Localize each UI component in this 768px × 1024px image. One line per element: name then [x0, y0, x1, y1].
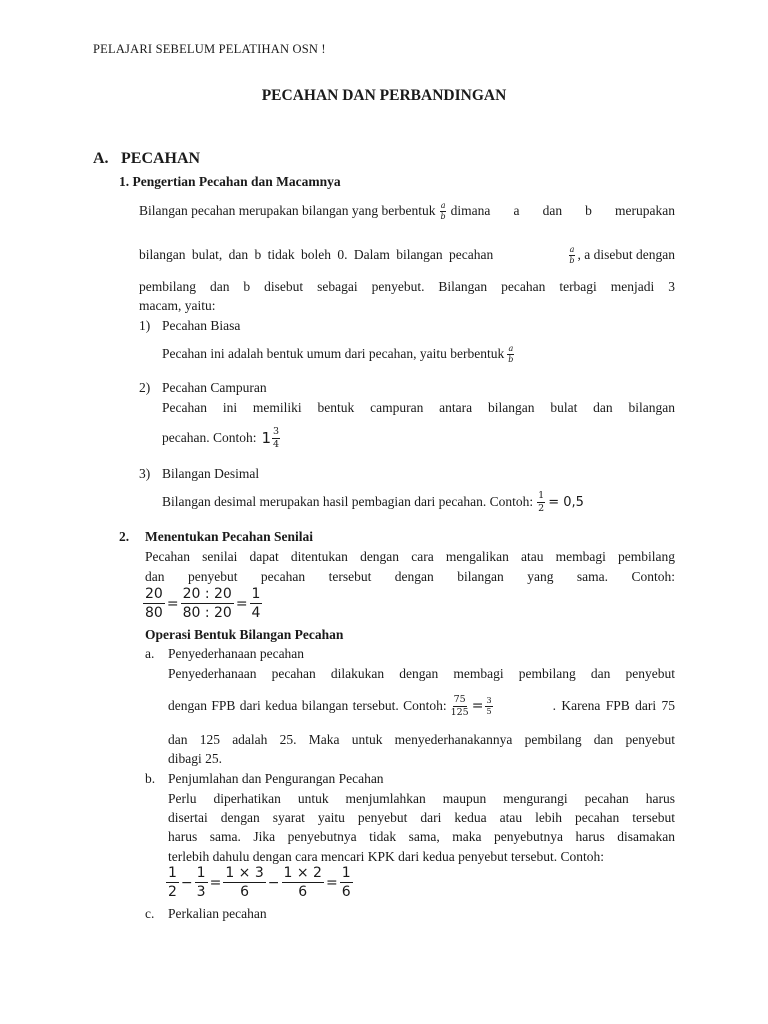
sub1-para-line3: pembilang dan b disebut sebagai penyebut. Bilangan pecahan terbagi menjadi 3 — [139, 279, 675, 294]
equals-sign: = — [166, 595, 179, 612]
type-2-title: Pecahan Campuran — [162, 380, 267, 395]
fraction-numerator: 20 — [145, 586, 163, 602]
equivalent-fraction-example — [143, 587, 262, 620]
fraction-numerator: 1 — [168, 865, 177, 881]
fraction-numerator: 20 : 20 — [182, 586, 232, 602]
type-2-desc-line1: Pecahan ini memiliki bentuk campuran antara bilangan bulat dan bilangan — [162, 400, 675, 415]
fraction-1-4 — [250, 587, 263, 620]
document-title: PECAHAN DAN PERBANDINGAN — [261, 87, 507, 104]
sub1-heading — [119, 174, 341, 190]
fraction-20-80 — [143, 587, 165, 620]
fraction-denominator: b — [569, 255, 575, 265]
type-1-desc — [162, 336, 514, 372]
fraction-denominator: 2 — [538, 502, 545, 514]
fraction-denominator: 5 — [486, 706, 492, 716]
sub2-number: 2. — [119, 529, 130, 544]
decimal-example-fraction — [537, 491, 545, 513]
sub1-p2-after: , a disebut dengan — [577, 247, 675, 262]
fraction-3-5 — [485, 697, 492, 716]
fraction-numerator: 1 — [196, 865, 206, 881]
fraction-numerator: 3 — [486, 695, 492, 705]
sub1-para-line1 — [139, 194, 675, 228]
type-1-desc-text: Pecahan ini adalah bentuk umum dari pecahan, yaitu berbentuk — [162, 346, 505, 361]
op-c-title: Perkalian pecahan — [168, 906, 267, 921]
op-a-line4: dibagi 25. — [168, 751, 222, 766]
equals-sign: = — [325, 874, 338, 891]
sub1-title: Pengertian Pecahan dan Macamnya — [132, 174, 341, 189]
fraction-1x3-6 — [223, 866, 265, 899]
fraction-a-over-b — [568, 246, 575, 265]
op-a-title: Penyederhanaan pecahan — [168, 646, 305, 661]
op-b-line1: Perlu diperhatikan untuk menjumlahkan maupun mengurangi pecahan harus — [168, 791, 675, 806]
fraction-denominator: 6 — [341, 884, 351, 900]
op-a-line1: Penyederhanaan pecahan dilakukan dengan membagi pembilang dan penyebut — [168, 666, 675, 681]
op-a-line3: dan 125 adalah 25. Maka untuk menyederhanakannya pembilang dan penyebut — [168, 732, 675, 747]
sub2-title: Menentukan Pecahan Senilai — [145, 529, 314, 544]
section-a-heading — [93, 150, 200, 168]
type-3-desc — [162, 484, 584, 520]
fraction-numerator: 1 — [538, 490, 545, 501]
sub1-number: 1. — [119, 174, 130, 189]
fraction-denominator: 2 — [168, 884, 177, 900]
header-note: PELAJARI SEBELUM PELATIHAN OSN ! — [93, 42, 326, 56]
fraction-denominator: b — [440, 211, 446, 221]
fraction-75-125 — [450, 695, 470, 717]
fraction-a-over-b — [440, 202, 447, 221]
sub1-p1-before: Bilangan pecahan merupakan bilangan yang berbentuk — [139, 203, 436, 218]
fraction-numerator: a — [440, 200, 446, 210]
section-a-title: PECAHAN — [121, 150, 201, 167]
fraction-1-3 — [195, 866, 208, 899]
fraction-denominator: 80 : 20 — [182, 605, 232, 621]
fraction-denominator: 4 — [251, 605, 261, 621]
fraction-numerator: 3 — [273, 426, 280, 437]
fraction-denominator: 6 — [240, 884, 249, 900]
type-1-title: Pecahan Biasa — [162, 318, 241, 333]
op-b-title: Penjumlahan dan Pengurangan Pecahan — [168, 771, 384, 786]
sub2-line1: Pecahan senilai dapat ditentukan dengan cara mengalikan atau membagi pembilang — [145, 549, 675, 564]
fraction-denominator: 80 — [145, 605, 163, 621]
fraction-numerator: a — [508, 343, 514, 353]
fraction-numerator: 1 — [341, 865, 351, 881]
op-b-letter: b. — [145, 771, 156, 786]
type-1-number: 1) — [139, 318, 151, 333]
fraction-1x2-6 — [282, 866, 324, 899]
fraction-numerator: 1 × 2 — [283, 865, 322, 881]
minus-sign: − — [267, 874, 280, 891]
section-a-number: A. — [93, 150, 109, 167]
type-3-title: Bilangan Desimal — [162, 466, 260, 481]
op-a-letter: a. — [145, 646, 155, 661]
fraction-denominator: 125 — [450, 706, 469, 718]
type-3-number: 3) — [139, 466, 151, 481]
op-a-line2-after: . Karena FPB dari 75 — [552, 698, 675, 713]
op-b-line2: disertai dengan syarat yaitu penyebut dari kedua atau lebih pecahan tersebut — [168, 810, 675, 825]
op-a-line2-before: dengan FPB dari kedua bilangan tersebut. Contoh: — [168, 698, 447, 713]
type-3-desc-text: Bilangan desimal merupakan hasil pembagian dari pecahan. Contoh: — [162, 494, 534, 509]
operations-heading: Operasi Bentuk Bilangan Pecahan — [145, 627, 344, 642]
op-b-line4: terlebih dahulu dengan cara mencari KPK dari kedua penyebut tersebut. Contoh: — [168, 849, 604, 864]
fraction-denominator: b — [508, 354, 514, 364]
sub2-line2: dan penyebut pecahan tersebut dengan bilangan yang sama. Contoh: — [145, 569, 675, 584]
minus-sign: − — [180, 874, 193, 891]
fraction-numerator: 75 — [453, 694, 466, 705]
fraction-denominator: 3 — [196, 884, 206, 900]
fraction-denominator: 6 — [298, 884, 308, 900]
type-2-number: 2) — [139, 380, 151, 395]
equals-sign: = — [209, 874, 222, 891]
decimal-example-result: = 0,5 — [548, 494, 584, 510]
fraction-denominator: 4 — [273, 438, 280, 450]
sub1-p1-after: dimana a dan b merupakan — [450, 203, 675, 218]
equals-sign: = — [235, 595, 248, 612]
simplify-example — [450, 695, 493, 717]
op-c-letter: c. — [145, 906, 155, 921]
fraction-20-80-divided — [181, 587, 234, 620]
subtraction-example — [166, 866, 353, 899]
mixed-whole: 1 — [261, 429, 272, 447]
sub1-para-line2 — [139, 238, 675, 272]
fraction-a-over-b — [507, 345, 514, 364]
fraction-numerator: a — [569, 244, 575, 254]
op-a-line2 — [168, 686, 675, 726]
sub1-p2-before: bilangan bulat, dan b tidak boleh 0. Dalam bilangan pecahan — [139, 247, 494, 262]
fraction-1-2 — [166, 866, 179, 899]
type-2-desc-text: pecahan. Contoh: — [162, 430, 257, 445]
sub1-para-line4: macam, yaitu: — [139, 298, 216, 313]
type-2-desc-line2 — [162, 420, 280, 456]
fraction-1-6 — [340, 866, 353, 899]
op-b-line3: harus sama. Jika penyebutnya tidak sama, maka penyebutnya harus disamakan — [168, 829, 675, 844]
mixed-fraction-part — [272, 427, 280, 449]
fraction-numerator: 1 — [251, 586, 261, 602]
mixed-fraction-example — [261, 427, 280, 449]
fraction-numerator: 1 × 3 — [225, 865, 264, 881]
equals-sign: = — [471, 698, 484, 714]
